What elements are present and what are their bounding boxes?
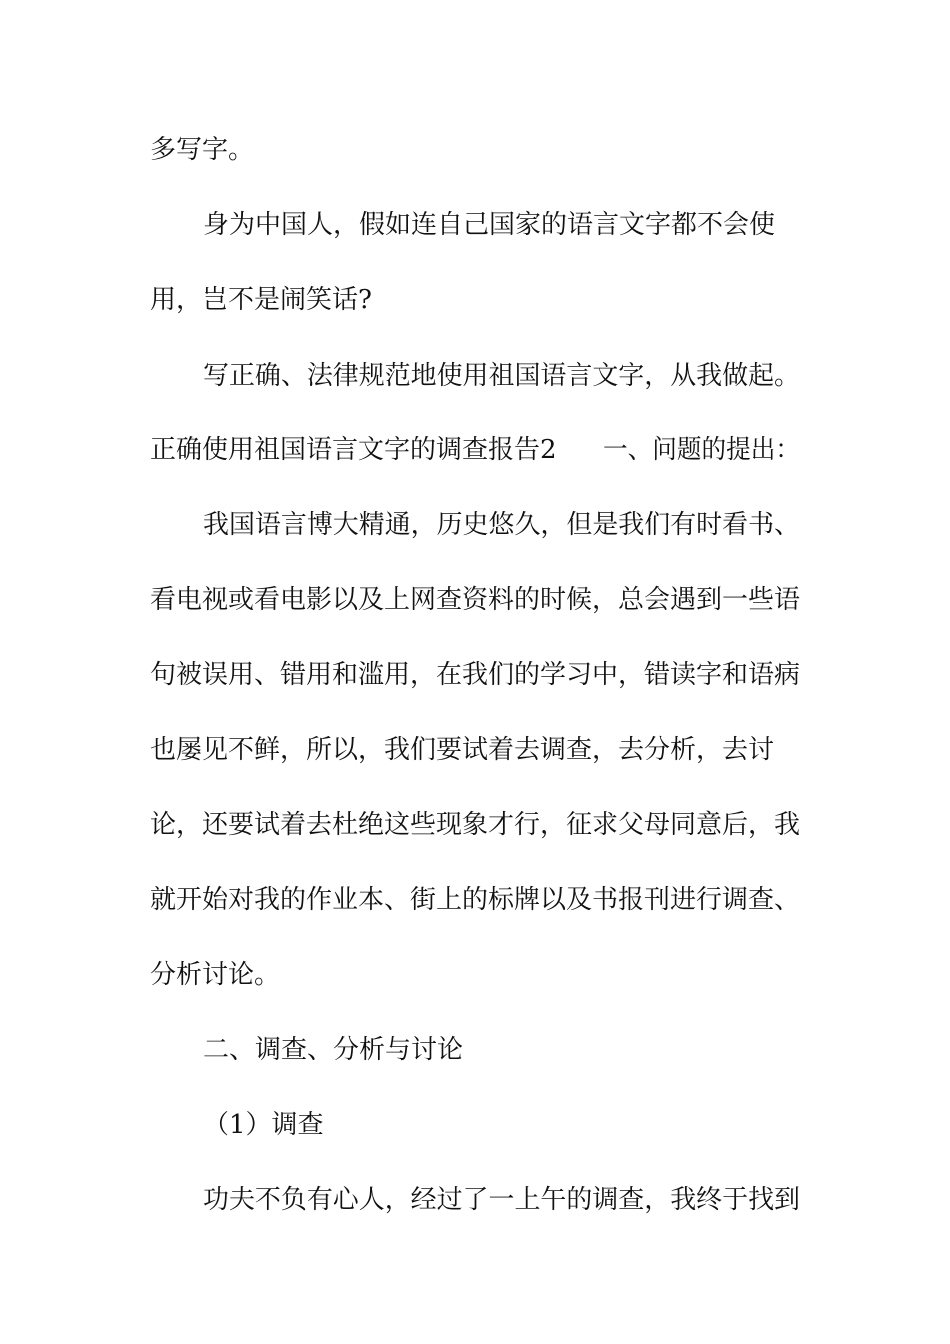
- subsection-heading: （1）调查: [203, 1110, 324, 1140]
- text-line: 句被误用、错用和滥用，在我们的学习中，错读字和语病: [150, 660, 801, 690]
- text-line: 身为中国人，假如连自己国家的语言文字都不会使: [203, 210, 776, 240]
- paragraph-line: [0, 356, 950, 396]
- section-heading: 二、调查、分析与讨论: [203, 1035, 464, 1065]
- paragraph-line: [0, 205, 950, 245]
- paragraph-line: [0, 655, 950, 695]
- text-line: 分析讨论。: [150, 960, 281, 990]
- paragraph-line: [0, 730, 950, 770]
- text-line: 论，还要试着去杜绝这些现象才行，征求父母同意后，我: [150, 810, 801, 840]
- report-title: 正确使用祖国语言文字的调查报告2: [150, 435, 557, 465]
- section-heading-line: [0, 1030, 950, 1070]
- text-line: 我国语言博大精通，历史悠久，但是我们有时看书、: [203, 510, 800, 540]
- heading-line: [0, 430, 950, 470]
- text-line: 用，岂不是闹笑话?: [150, 285, 372, 315]
- text-line: 写正确、法律规范地使用祖国语言文字，从我做起。: [203, 361, 800, 391]
- paragraph-line: [0, 1180, 950, 1220]
- text-line: 功夫不负有心人，经过了一上午的调查，我终于找到: [203, 1185, 800, 1215]
- paragraph-line: [0, 880, 950, 920]
- text-line: 就开始对我的作业本、街上的标牌以及书报刊进行调查、: [150, 885, 801, 915]
- section-heading: 一、问题的提出：: [603, 435, 800, 465]
- paragraph-line: [0, 505, 950, 545]
- text-line: 也屡见不鲜，所以，我们要试着去调查，去分析，去讨: [150, 735, 775, 765]
- subsection-heading-line: [0, 1105, 950, 1145]
- text-line: 多写字。: [150, 135, 255, 165]
- paragraph-line: [0, 280, 950, 320]
- paragraph-line: [0, 955, 950, 995]
- text-line: 看电视或看电影以及上网查资料的时候，总会遇到一些语: [150, 585, 801, 615]
- paragraph-line: [0, 805, 950, 845]
- paragraph-line: [0, 580, 950, 620]
- paragraph-line: [0, 130, 950, 170]
